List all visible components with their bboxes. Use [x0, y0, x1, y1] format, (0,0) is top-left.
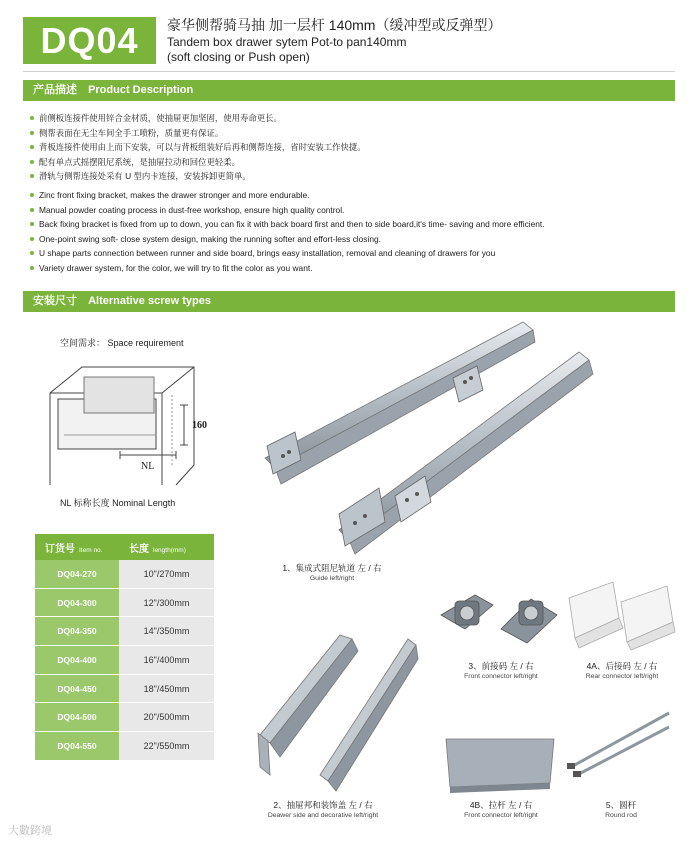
list-item: Manual powder coating process in dust-free workshop, ensure high quality control.: [30, 203, 545, 218]
round-rod-image: [565, 705, 675, 785]
screw-types-heading-en: Alternative screw types: [88, 295, 211, 307]
product-description-heading-zh: 产品描述: [33, 84, 77, 96]
list-item: 滑轨与侧帮连接处采有 U 型内卡连接，安装拆卸更简单。: [30, 169, 366, 184]
item-length: 10"/270mm: [119, 560, 214, 588]
item-length: 18"/450mm: [119, 674, 214, 703]
item-length: 14"/350mm: [119, 617, 214, 646]
part3-label-en: Front connector left/right: [464, 673, 538, 680]
part5-label-en: Round rod: [605, 812, 637, 819]
rear-connector-image: [563, 578, 678, 653]
col-length-header: [119, 534, 214, 560]
list-item: 侧帮表面在无尘车间全手工喷粉，质量更有保证。: [30, 126, 366, 141]
drawer-side-image: [240, 615, 420, 795]
part4b-caption: [445, 799, 557, 819]
part1-label-zh: 1、集成式阻尼轨道 左 / 右: [282, 563, 382, 573]
item-code: DQ04-300: [35, 588, 119, 617]
item-length: 16"/400mm: [119, 646, 214, 675]
table-row: [35, 732, 214, 761]
description-list-en: [30, 188, 545, 276]
part4b-label-zh: 4B、拉杆 左 / 右: [469, 800, 533, 810]
product-description-heading-en: Product Description: [88, 84, 194, 96]
watermark: 大數跨境: [8, 825, 52, 837]
list-item: One-point swing soft- close system design, making the running softer and effort-less closing.: [30, 232, 545, 247]
page-subtitle-line1: Tandem box drawer sytem Pot-to pan140mm: [167, 35, 407, 49]
table-row: [35, 560, 214, 588]
part4a-caption: [572, 660, 672, 680]
item-code: DQ04-450: [35, 674, 119, 703]
description-list-zh: [30, 111, 366, 184]
table-row: [35, 674, 214, 703]
guide-rail-image: [255, 318, 605, 548]
part2-caption: [243, 799, 403, 819]
pull-bar-image: [440, 735, 560, 795]
table-row: [35, 588, 214, 617]
front-connector-image: [435, 585, 565, 655]
product-description-heading: [23, 80, 675, 101]
table-row: [35, 646, 214, 675]
list-item: 背板连接件使用由上而下安装，可以与背板组装好后再和侧帮连接，省时安装工作快捷。: [30, 140, 366, 155]
item-code: DQ04-500: [35, 703, 119, 732]
item-code: DQ04-550: [35, 732, 119, 761]
part4a-label-zh: 4A、后接码 左 / 右: [586, 661, 658, 671]
part2-label-en: Deawer side and decorative left/right: [267, 812, 379, 819]
cabinet-drawing: [44, 355, 224, 490]
part1-label-en: Guide left/right: [309, 575, 355, 582]
list-item: Back fixing bracket is fixed from up to down, you can fix it with back board first and then to side board,it's time- saving and more efficient.: [30, 217, 545, 232]
list-item: 配有单点式摇摆阻尼系统，是抽屉拉动和回位更轻柔。: [30, 155, 366, 170]
table-row: [35, 617, 214, 646]
part3-caption: [445, 660, 557, 680]
item-length: 22"/550mm: [119, 732, 214, 761]
height-dimension: 160: [192, 420, 207, 431]
page-subtitle-line2: (soft closing or Push open): [167, 50, 310, 64]
nl-dimension: NL: [141, 461, 155, 472]
item-length: 20"/500mm: [119, 703, 214, 732]
list-item: Variety drawer system, for the color, we will try to fit the color as you want.: [30, 261, 545, 276]
screw-types-heading: [23, 291, 675, 312]
part2-label-zh: 2、抽屉邦和装饰盖 左 / 右: [273, 800, 373, 810]
table-row: [35, 703, 214, 732]
col1-en: Item no.: [79, 546, 103, 554]
item-code: DQ04-400: [35, 646, 119, 675]
item-length: 12"/300mm: [119, 588, 214, 617]
screw-types-heading-zh: 安装尺寸: [33, 295, 77, 307]
part5-label-zh: 5、圆杆: [605, 800, 637, 810]
model-logo: DQ04: [23, 17, 156, 64]
col-item-no-header: [35, 534, 119, 560]
header-divider: [23, 71, 675, 72]
list-item: U shape parts connection between runner and side board, brings easy installation, removal and cleaning of drawers for you: [30, 246, 545, 261]
part1-caption: [262, 562, 402, 582]
spec-table: [35, 534, 214, 761]
list-item: Zinc front fixing bracket, makes the drawer stronger and more endurable.: [30, 188, 545, 203]
col2-en: length(mm): [153, 546, 186, 554]
part4a-label-en: Rear connector left/right: [585, 673, 659, 680]
list-item: 前侧板连接件使用锌合金材质，使抽屉更加坚固，使用寿命更长。: [30, 111, 366, 126]
col2-zh: 长度: [129, 543, 149, 555]
table-header-row: [35, 534, 214, 560]
part5-caption: [585, 799, 657, 819]
item-code: DQ04-270: [35, 560, 119, 588]
part4b-label-en: Front connector left/right: [464, 812, 538, 819]
col1-zh: 订货号: [45, 543, 75, 555]
item-code: DQ04-350: [35, 617, 119, 646]
part3-label-zh: 3、前接码 左 / 右: [468, 661, 534, 671]
space-requirement-label: 空间需求： Space requirement: [60, 338, 184, 348]
nominal-length-label: NL 标称长度 Nominal Length: [60, 498, 176, 508]
page-title: 豪华侧帮骑马抽 加一层杆 140mm（缓冲型或反弹型）: [167, 17, 502, 33]
